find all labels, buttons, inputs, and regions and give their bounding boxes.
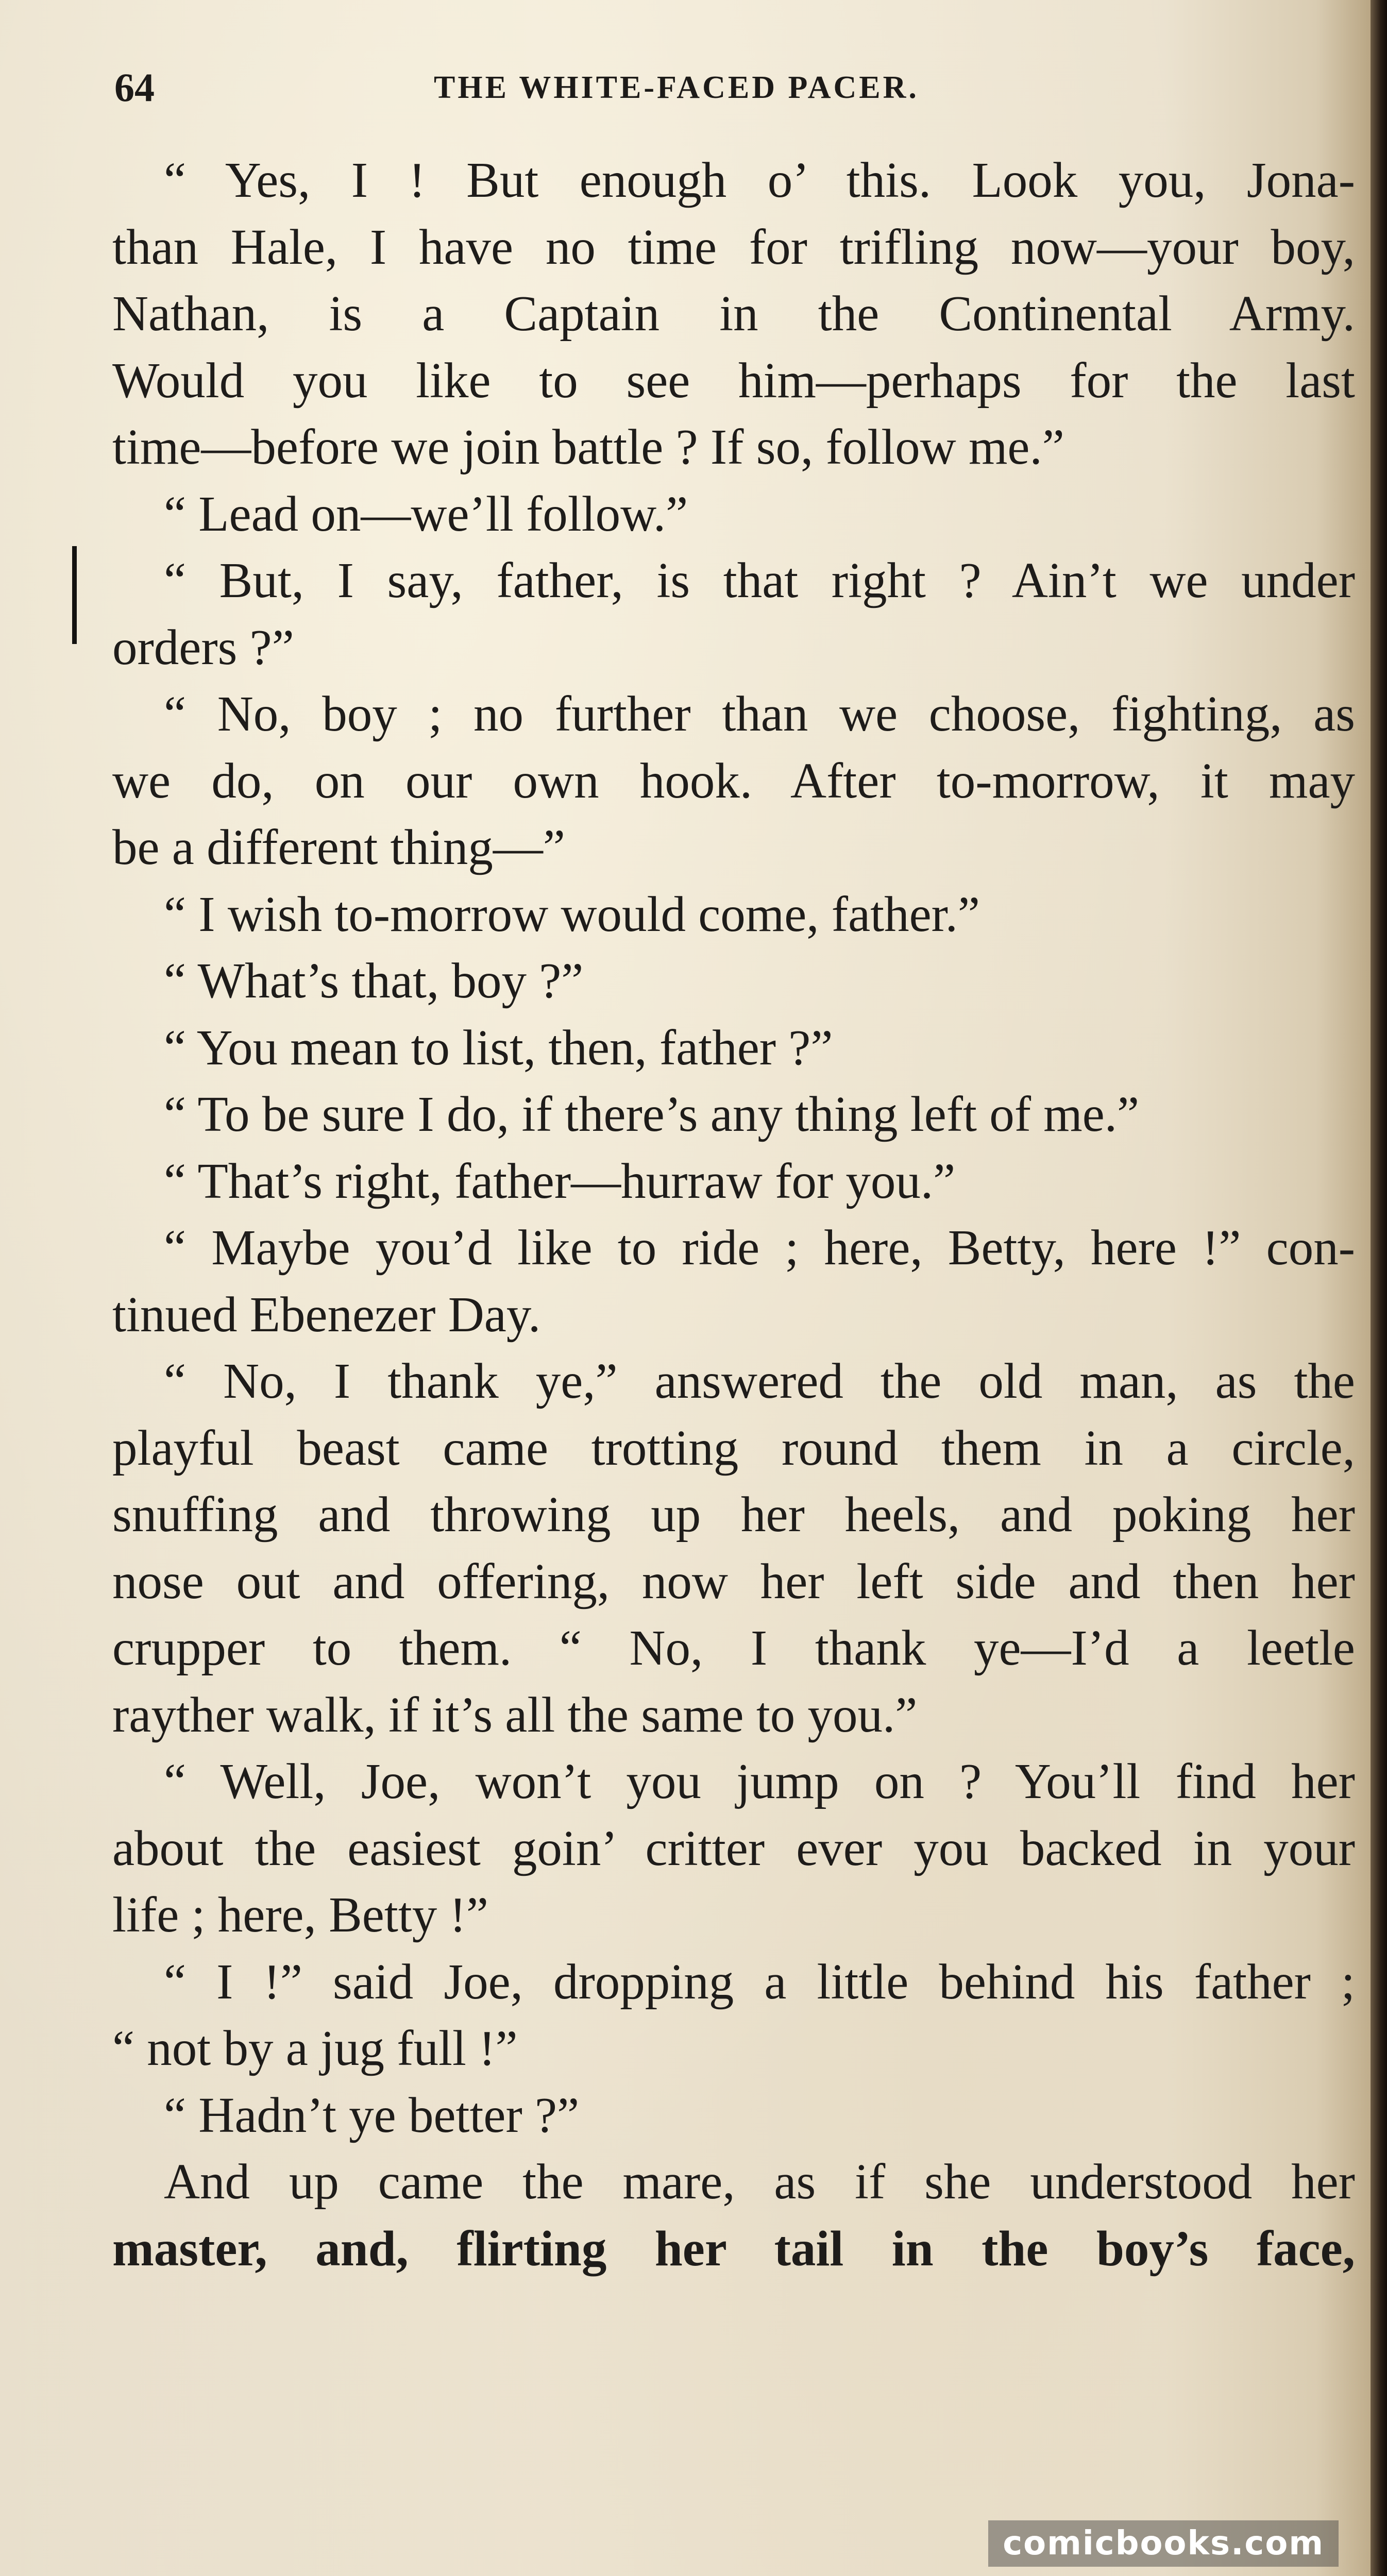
text-line: “ But, I say, father, is that right ? Ain’t we under xyxy=(164,553,1355,608)
margin-mark xyxy=(72,546,77,644)
text-line: Nathan, is a Captain in the Continental Army. xyxy=(112,286,1355,341)
text-line: “ What’s that, boy ?” xyxy=(164,953,584,1008)
text-line: master, and, flirting her tail in the boy’s face, xyxy=(112,2221,1355,2276)
text-line: “ That’s right, father—hurraw for you.” xyxy=(164,1153,956,1209)
text-line: playful beast came trotting round them in a circle, xyxy=(112,1420,1355,1476)
text-line: “ Lead on—we’ll follow.” xyxy=(164,486,688,541)
text-line: tinued Ebenezer Day. xyxy=(112,1286,541,1342)
text-line: snuffing and throwing up her heels, and poking her xyxy=(112,1487,1355,1542)
text-line: “ not by a jug full !” xyxy=(112,2021,518,2076)
text-line: nose out and offering, now her left side and then her xyxy=(112,1553,1355,1609)
text-line: “ To be sure I do, if there’s any thing left of me.” xyxy=(164,1087,1140,1142)
text-line: “ You mean to list, then, father ?” xyxy=(164,1020,833,1075)
body-text xyxy=(112,147,1355,2282)
text-line: “ Well, Joe, won’t you jump on ? You’ll find her xyxy=(164,1754,1355,1809)
text-line: “ No, boy ; no further than we choose, fighting, as xyxy=(164,686,1355,741)
text-line: crupper to them. “ No, I thank ye—I’d a leetle xyxy=(112,1620,1355,1675)
text-line: be a different thing—” xyxy=(112,820,565,875)
text-line: And up came the mare, as if she understood her xyxy=(164,2154,1355,2209)
text-line: “ Yes, I ! But enough o’ this. Look you, Jona- xyxy=(164,152,1355,208)
text-line: rayther walk, if it’s all the same to you.” xyxy=(112,1687,918,1742)
text-line: about the easiest goin’ critter ever you backed in your xyxy=(112,1820,1355,1876)
text-line: life ; here, Betty !” xyxy=(112,1887,488,1942)
text-line: “ Maybe you’d like to ride ; here, Betty, here !” con- xyxy=(164,1220,1355,1275)
text-line: than Hale, I have no time for trifling now—your boy, xyxy=(112,219,1355,275)
page-number: 64 xyxy=(114,65,155,110)
text-line: we do, on our own hook. After to-morrow, it may xyxy=(112,753,1355,808)
text-line: time—before we join battle ? If so, follow me.” xyxy=(112,419,1064,474)
book-spine xyxy=(1371,0,1387,2576)
running-title: THE WHITE-FACED PACER. xyxy=(434,70,919,105)
text-line: “ Hadn’t ye better ?” xyxy=(164,2087,580,2143)
text-line: “ No, I thank ye,” answered the old man, as the xyxy=(164,1353,1355,1409)
watermark: comicbooks.com xyxy=(988,2520,1339,2567)
text-line: “ I wish to-morrow would come, father.” xyxy=(164,886,980,942)
text-line: “ I !” said Joe, dropping a little behind his father ; xyxy=(164,1954,1355,2009)
text-line: Would you like to see him—perhaps for the last xyxy=(112,352,1355,408)
text-line: orders ?” xyxy=(112,619,294,675)
page-header xyxy=(114,57,1356,118)
